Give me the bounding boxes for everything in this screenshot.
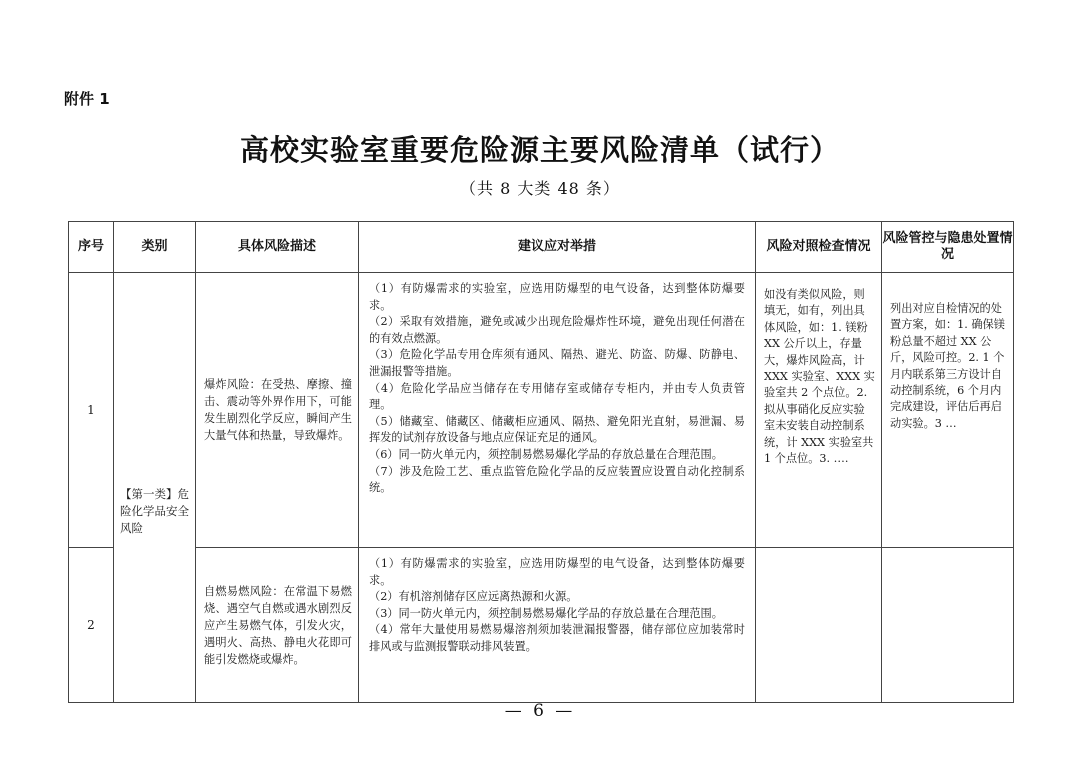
measure-item: （6）同一防火单元内，须控制易燃易爆化学品的存放总量在合理范围。 <box>369 447 723 461</box>
measures-cell <box>359 273 756 548</box>
row-number: 2 <box>69 548 114 703</box>
measure-item: （3）危险化学品专用仓库须有通风、隔热、避光、防盗、防爆、防静电、泄漏报警等措施。 <box>369 348 745 378</box>
table-row <box>69 548 1014 703</box>
page-number: — 6 — <box>504 701 576 721</box>
attachment-label: 附件 1 <box>64 90 110 108</box>
measure-item: （1）有防爆需求的实验室，应选用防爆型的电气设备，达到整体防爆要求。 <box>369 557 745 587</box>
column-header-description: 具体风险描述 <box>196 222 359 273</box>
risk-table <box>68 221 1014 703</box>
measures-cell <box>359 548 756 703</box>
risk-description: 爆炸风险：在受热、摩擦、撞击、震动等外界作用下，可能发生剧烈化学反应，瞬间产生大量气体和热量，导致爆炸。 <box>204 378 352 442</box>
control-text: 列出对应自检情况的处置方案，如：1. 确保镁粉总量不超过 XX 公斤，风险可控。2. 1 个月内联系第三方设计自动控制系统，6 个月内完成建设，评估后再启动实验。3 … <box>890 302 1005 430</box>
risk-description-cell <box>196 548 359 703</box>
measure-item: （1）有防爆需求的实验室，应选用防爆型的电气设备，达到整体防爆要求。 <box>369 282 745 312</box>
measure-item: （4）危险化学品应当储存在专用储存室或储存专柜内，并由专人负责管理。 <box>369 381 745 412</box>
column-header-no: 序号 <box>69 222 114 273</box>
page-title: 高校实验室重要危险源主要风险清单（试行） <box>239 133 840 167</box>
page-subtitle: （共 8 大类 48 条） <box>460 179 620 198</box>
control-cell <box>882 273 1014 548</box>
measure-item: （4）常年大量使用易燃易爆溶剂须加装泄漏报警器，储存部位应加装常时排风或与监测报警联动排风装置。 <box>369 623 745 653</box>
risk-description-cell <box>196 273 359 548</box>
table-header-row <box>69 222 1014 273</box>
measure-item: （7）涉及危险工艺、重点监管危险化学品的反应装置应设置自动化控制系统。 <box>369 464 745 495</box>
measure-item: （2）有机溶剂储存区应远离热源和火源。 <box>369 590 578 604</box>
measure-item: （5）储藏室、储藏区、储藏柜应通风、隔热、避免阳光直射，易泄漏、易挥发的试剂存放设备与地点应保证充足的通风。 <box>369 414 745 445</box>
column-header-check: 风险对照检查情况 <box>756 222 882 273</box>
check-cell <box>756 548 882 703</box>
control-cell <box>882 548 1014 703</box>
category-label: 【第一类】危险化学品安全风险 <box>120 487 189 535</box>
measure-item: （3）同一防火单元内，须控制易燃易爆化学品的存放总量在合理范围。 <box>369 606 723 620</box>
column-header-category: 类别 <box>114 222 196 273</box>
measure-item: （2）采取有效措施，避免或减少出现危险爆炸性环境，避免出现任何潜在的有效点燃源。 <box>369 315 745 345</box>
row-number: 1 <box>69 273 114 548</box>
check-cell <box>756 273 882 548</box>
check-text: 如没有类似风险，则填无，如有，列出具体风险，如：1. 镁粉 XX 公斤以上，存量大，爆炸风险高，计 XXX 实验室、XXX 实验室共 2 个点位。2. 拟从事硝化反应实验室未安装自动控制系统，计 XXX 实验室共 1 个点位。3. …. <box>764 288 875 466</box>
column-header-measures: 建议应对举措 <box>359 222 756 273</box>
risk-description: 自燃易燃风险：在常温下易燃烧、遇空气自燃或遇水剧烈反应产生易燃气体，引发火灾，遇明火、高热、静电火花即可能引发燃烧或爆炸。 <box>204 584 352 666</box>
category-cell <box>114 273 196 703</box>
table-row <box>69 273 1014 548</box>
column-header-control: 风险管控与隐患处置情况 <box>882 222 1014 273</box>
